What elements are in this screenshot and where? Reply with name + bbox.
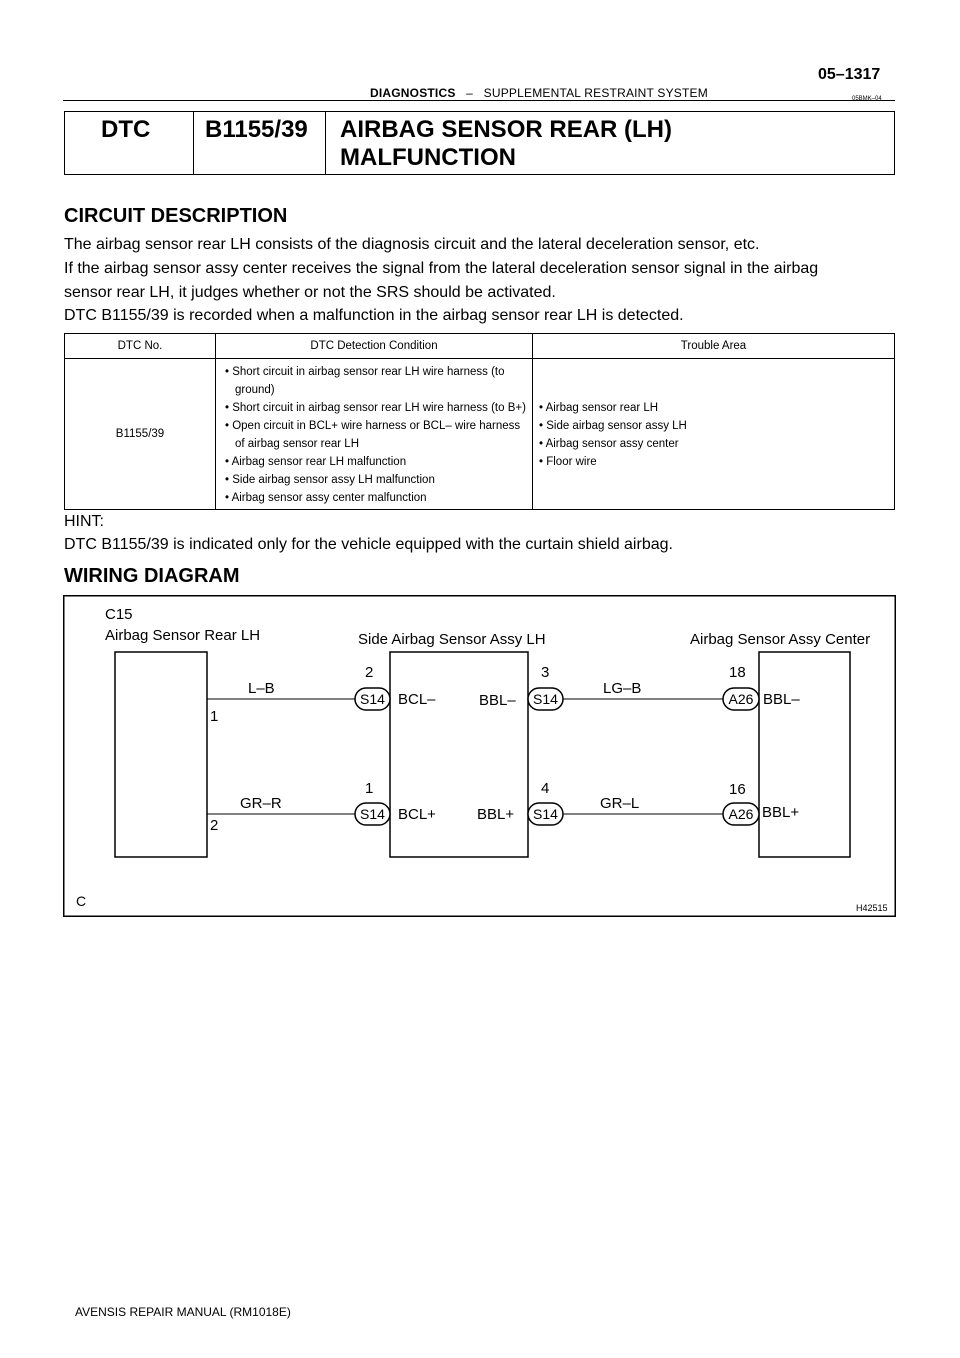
connector-label: A26	[728, 691, 754, 707]
hint-block	[64, 510, 673, 556]
rear-pin-2: 2	[210, 817, 219, 834]
running-header	[370, 86, 708, 100]
condition-item: • Short circuit in airbag sensor rear LH wire harness (to B+)	[225, 402, 526, 414]
title-dtc-code: B1155/39	[205, 116, 308, 143]
rear-pin-1: 1	[210, 708, 219, 725]
side-sensor-name: Side Airbag Sensor Assy LH	[358, 631, 546, 648]
dtc-table	[64, 333, 895, 510]
connector-label: S14	[360, 806, 385, 822]
connector-label: S14	[533, 806, 558, 822]
table-header-row	[65, 334, 895, 359]
table-cell-trouble-areas	[533, 359, 895, 510]
doc-code: 05BMK–04	[852, 96, 882, 102]
connector-label: S14	[533, 691, 558, 707]
connector-pin-number: 2	[365, 664, 374, 681]
center-sensor-name: Airbag Sensor Assy Center	[690, 631, 871, 648]
terminal-label: BBL+	[762, 804, 800, 821]
trouble-area-item: • Airbag sensor rear LH	[539, 402, 659, 414]
figure-id: H42515	[856, 903, 888, 913]
title-text-cell	[327, 112, 887, 174]
terminal-label: BBL–	[479, 692, 516, 709]
description-line: The airbag sensor rear LH consists of the diagnosis circuit and the lateral deceleration sensor, etc.	[64, 236, 760, 253]
page-number: 05–1317	[818, 66, 881, 83]
hint-label: HINT:	[64, 513, 104, 530]
hint-text: DTC B1155/39 is indicated only for the vehicle equipped with the curtain shield airbag.	[64, 536, 673, 553]
condition-item: • Short circuit in airbag sensor rear LH wire harness (to ground)	[225, 366, 505, 396]
connector-pin-number: 16	[729, 781, 746, 798]
description-line: sensor rear LH, it judges whether or not the SRS should be activated.	[64, 284, 556, 301]
table-cell-dtc-no: B1155/39	[65, 359, 216, 510]
title-dtc-cell	[65, 112, 194, 174]
table-header-dtc-no: DTC No.	[65, 334, 216, 359]
title-code-cell	[194, 112, 326, 174]
terminal-label: BBL–	[763, 691, 800, 708]
subsection-name: SUPPLEMENTAL RESTRAINT SYSTEM	[483, 86, 708, 100]
connector-pin-number: 1	[365, 780, 374, 797]
terminal-label: BCL+	[398, 806, 436, 823]
side-sensor-box	[390, 652, 528, 857]
table-cell-conditions	[216, 359, 533, 510]
description-line: DTC B1155/39 is recorded when a malfunction in the airbag sensor rear LH is detected.	[64, 307, 684, 324]
wire-color-label: L–B	[248, 680, 275, 697]
trouble-area-item: • Airbag sensor assy center	[539, 438, 679, 450]
connector-label: S14	[360, 691, 385, 707]
table-row	[65, 359, 895, 510]
wire-color-label: GR–R	[240, 795, 282, 812]
wire-color-label: GR–L	[600, 795, 640, 812]
connector-pin-number: 4	[541, 780, 550, 797]
wiring-diagram-heading: WIRING DIAGRAM	[64, 565, 240, 587]
dtc-title-box	[64, 111, 895, 175]
condition-item: • Airbag sensor assy center malfunction	[225, 492, 427, 504]
terminal-label: BBL+	[477, 806, 515, 823]
rear-sensor-box	[115, 652, 207, 857]
table-header-condition: DTC Detection Condition	[216, 334, 533, 359]
corner-label: C	[76, 893, 87, 909]
description-line: If the airbag sensor assy center receives the signal from the lateral deceleration sensor signal in the airbag	[64, 260, 819, 277]
wiring-diagram	[63, 595, 896, 917]
wire-color-label: LG–B	[603, 680, 642, 697]
connector-pin-number: 18	[729, 664, 746, 681]
circuit-description-heading: CIRCUIT DESCRIPTION	[64, 205, 288, 227]
header-separator: –	[466, 86, 474, 100]
table-header-trouble-area: Trouble Area	[533, 334, 895, 359]
condition-item: • Airbag sensor rear LH malfunction	[225, 456, 407, 468]
condition-item: • Side airbag sensor assy LH malfunction	[225, 474, 435, 486]
trouble-area-item: • Side airbag sensor assy LH	[539, 420, 687, 432]
section-name: DIAGNOSTICS	[370, 86, 456, 100]
rear-sensor-code: C15	[105, 606, 133, 623]
trouble-area-item: • Floor wire	[539, 456, 597, 468]
footer: AVENSIS REPAIR MANUAL (RM1018E)	[75, 1305, 291, 1319]
title-dtc-label: DTC	[101, 116, 151, 143]
title-text: AIRBAG SENSOR REAR (LH) MALFUNCTION	[340, 116, 673, 171]
center-sensor-box	[759, 652, 850, 857]
terminal-label: BCL–	[398, 691, 436, 708]
condition-item: • Open circuit in BCL+ wire harness or BCL– wire harness of airbag sensor rear LH	[225, 420, 521, 450]
rear-sensor-name: Airbag Sensor Rear LH	[105, 627, 261, 644]
header-rule	[63, 100, 895, 101]
connector-label: A26	[728, 806, 754, 822]
connector-pin-number: 3	[541, 664, 550, 681]
